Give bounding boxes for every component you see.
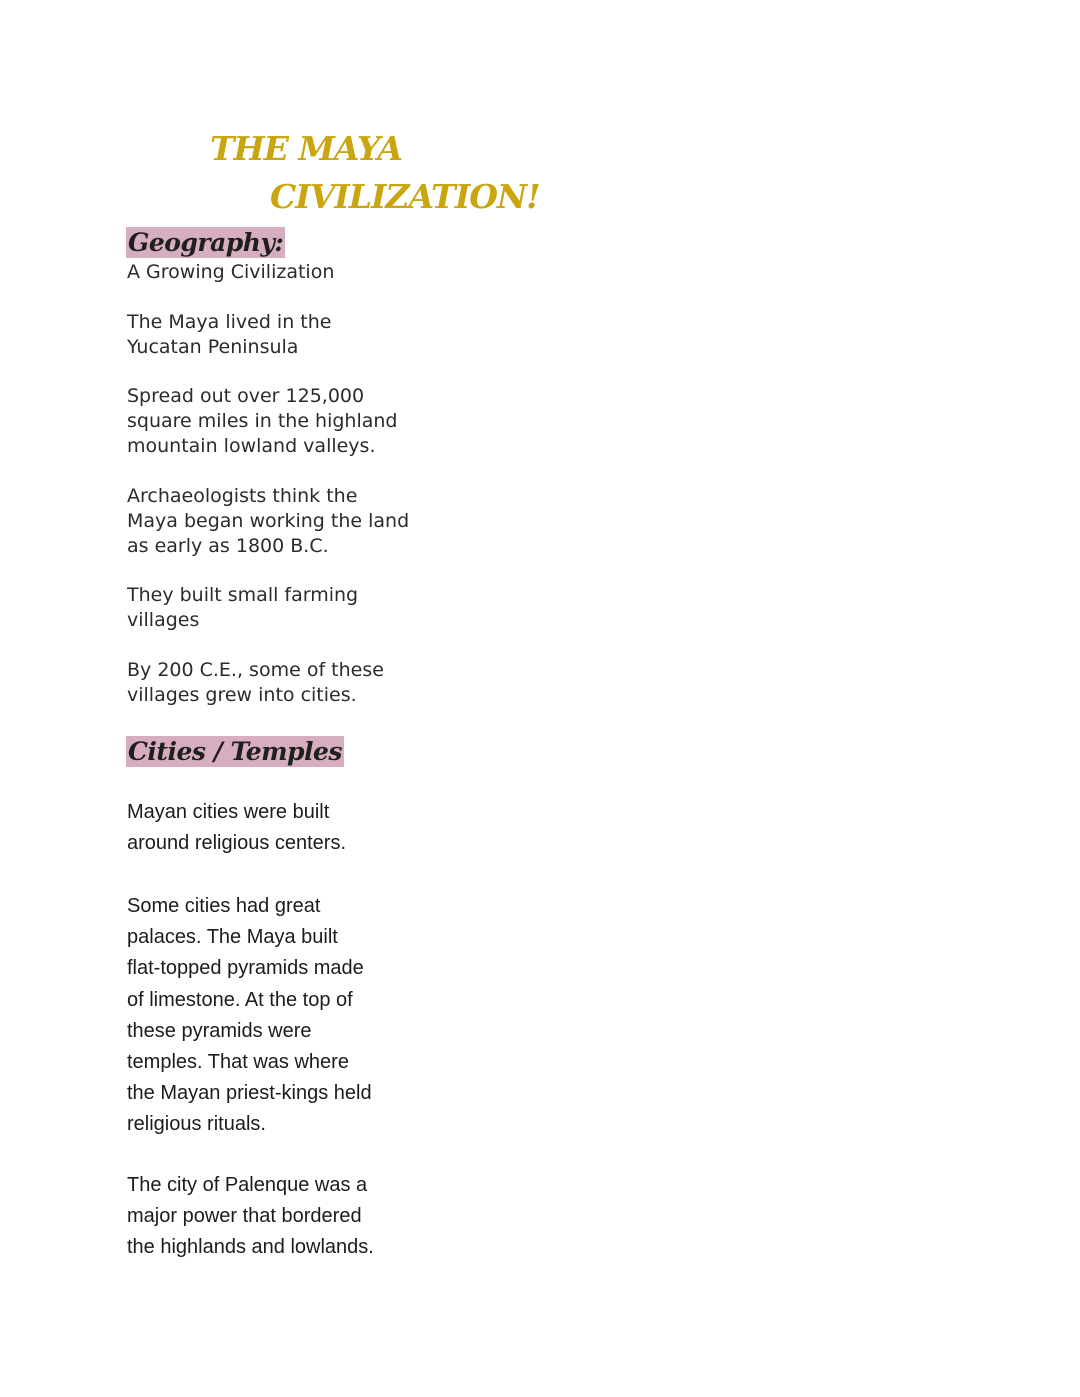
geography-paragraph bbox=[127, 384, 398, 459]
text-line: around religious centers. bbox=[127, 832, 347, 855]
text-line: religious rituals. bbox=[127, 1113, 266, 1136]
title-line-2: CIVILIZATION! bbox=[270, 177, 540, 216]
cities-paragraph bbox=[127, 1170, 374, 1264]
geography-paragraph bbox=[127, 583, 358, 633]
text-line: flat-topped pyramids made bbox=[127, 957, 364, 980]
geography-paragraph bbox=[127, 310, 331, 360]
text-line: Archaeologists think the bbox=[127, 485, 358, 507]
cities-paragraph bbox=[127, 797, 346, 859]
text-line: The Maya lived in the bbox=[127, 311, 332, 333]
text-line: mountain lowland valleys. bbox=[127, 435, 376, 457]
text-line: They built small farming bbox=[127, 584, 359, 606]
text-line: the Mayan priest-kings held bbox=[127, 1082, 372, 1105]
text-line: The city of Palenque was a bbox=[127, 1174, 368, 1196]
text-line: Some cities had great bbox=[127, 895, 321, 917]
geography-paragraph bbox=[127, 484, 409, 559]
text-line: of limestone. At the top of bbox=[127, 988, 353, 1011]
text-line: Maya began working the land bbox=[127, 510, 410, 532]
text-line: square miles in the highland bbox=[127, 410, 398, 432]
text-line: Spread out over 125,000 bbox=[127, 385, 365, 407]
text-line: palaces. The Maya built bbox=[127, 926, 338, 949]
text-line: Mayan cities were built bbox=[127, 801, 330, 823]
text-line: villages grew into cities. bbox=[127, 684, 357, 706]
text-line: temples. That was where bbox=[127, 1051, 349, 1074]
text-line: Yucatan Peninsula bbox=[127, 336, 299, 358]
text-line: By 200 C.E., some of these bbox=[127, 659, 384, 681]
geography-subheading: A Growing Civilization bbox=[127, 261, 335, 283]
text-line: these pyramids were bbox=[127, 1019, 312, 1042]
cities-heading: Cities / Temples bbox=[128, 737, 343, 766]
text-line: villages bbox=[127, 609, 200, 631]
text-line: as early as 1800 B.C. bbox=[127, 535, 329, 557]
cities-paragraph bbox=[127, 891, 372, 1141]
geography-paragraph bbox=[127, 658, 384, 708]
text-line: major power that bordered bbox=[127, 1205, 362, 1228]
geography-heading: Geography: bbox=[128, 228, 284, 257]
text-line: the highlands and lowlands. bbox=[127, 1236, 374, 1259]
title-line-1: THE MAYA bbox=[210, 129, 402, 168]
